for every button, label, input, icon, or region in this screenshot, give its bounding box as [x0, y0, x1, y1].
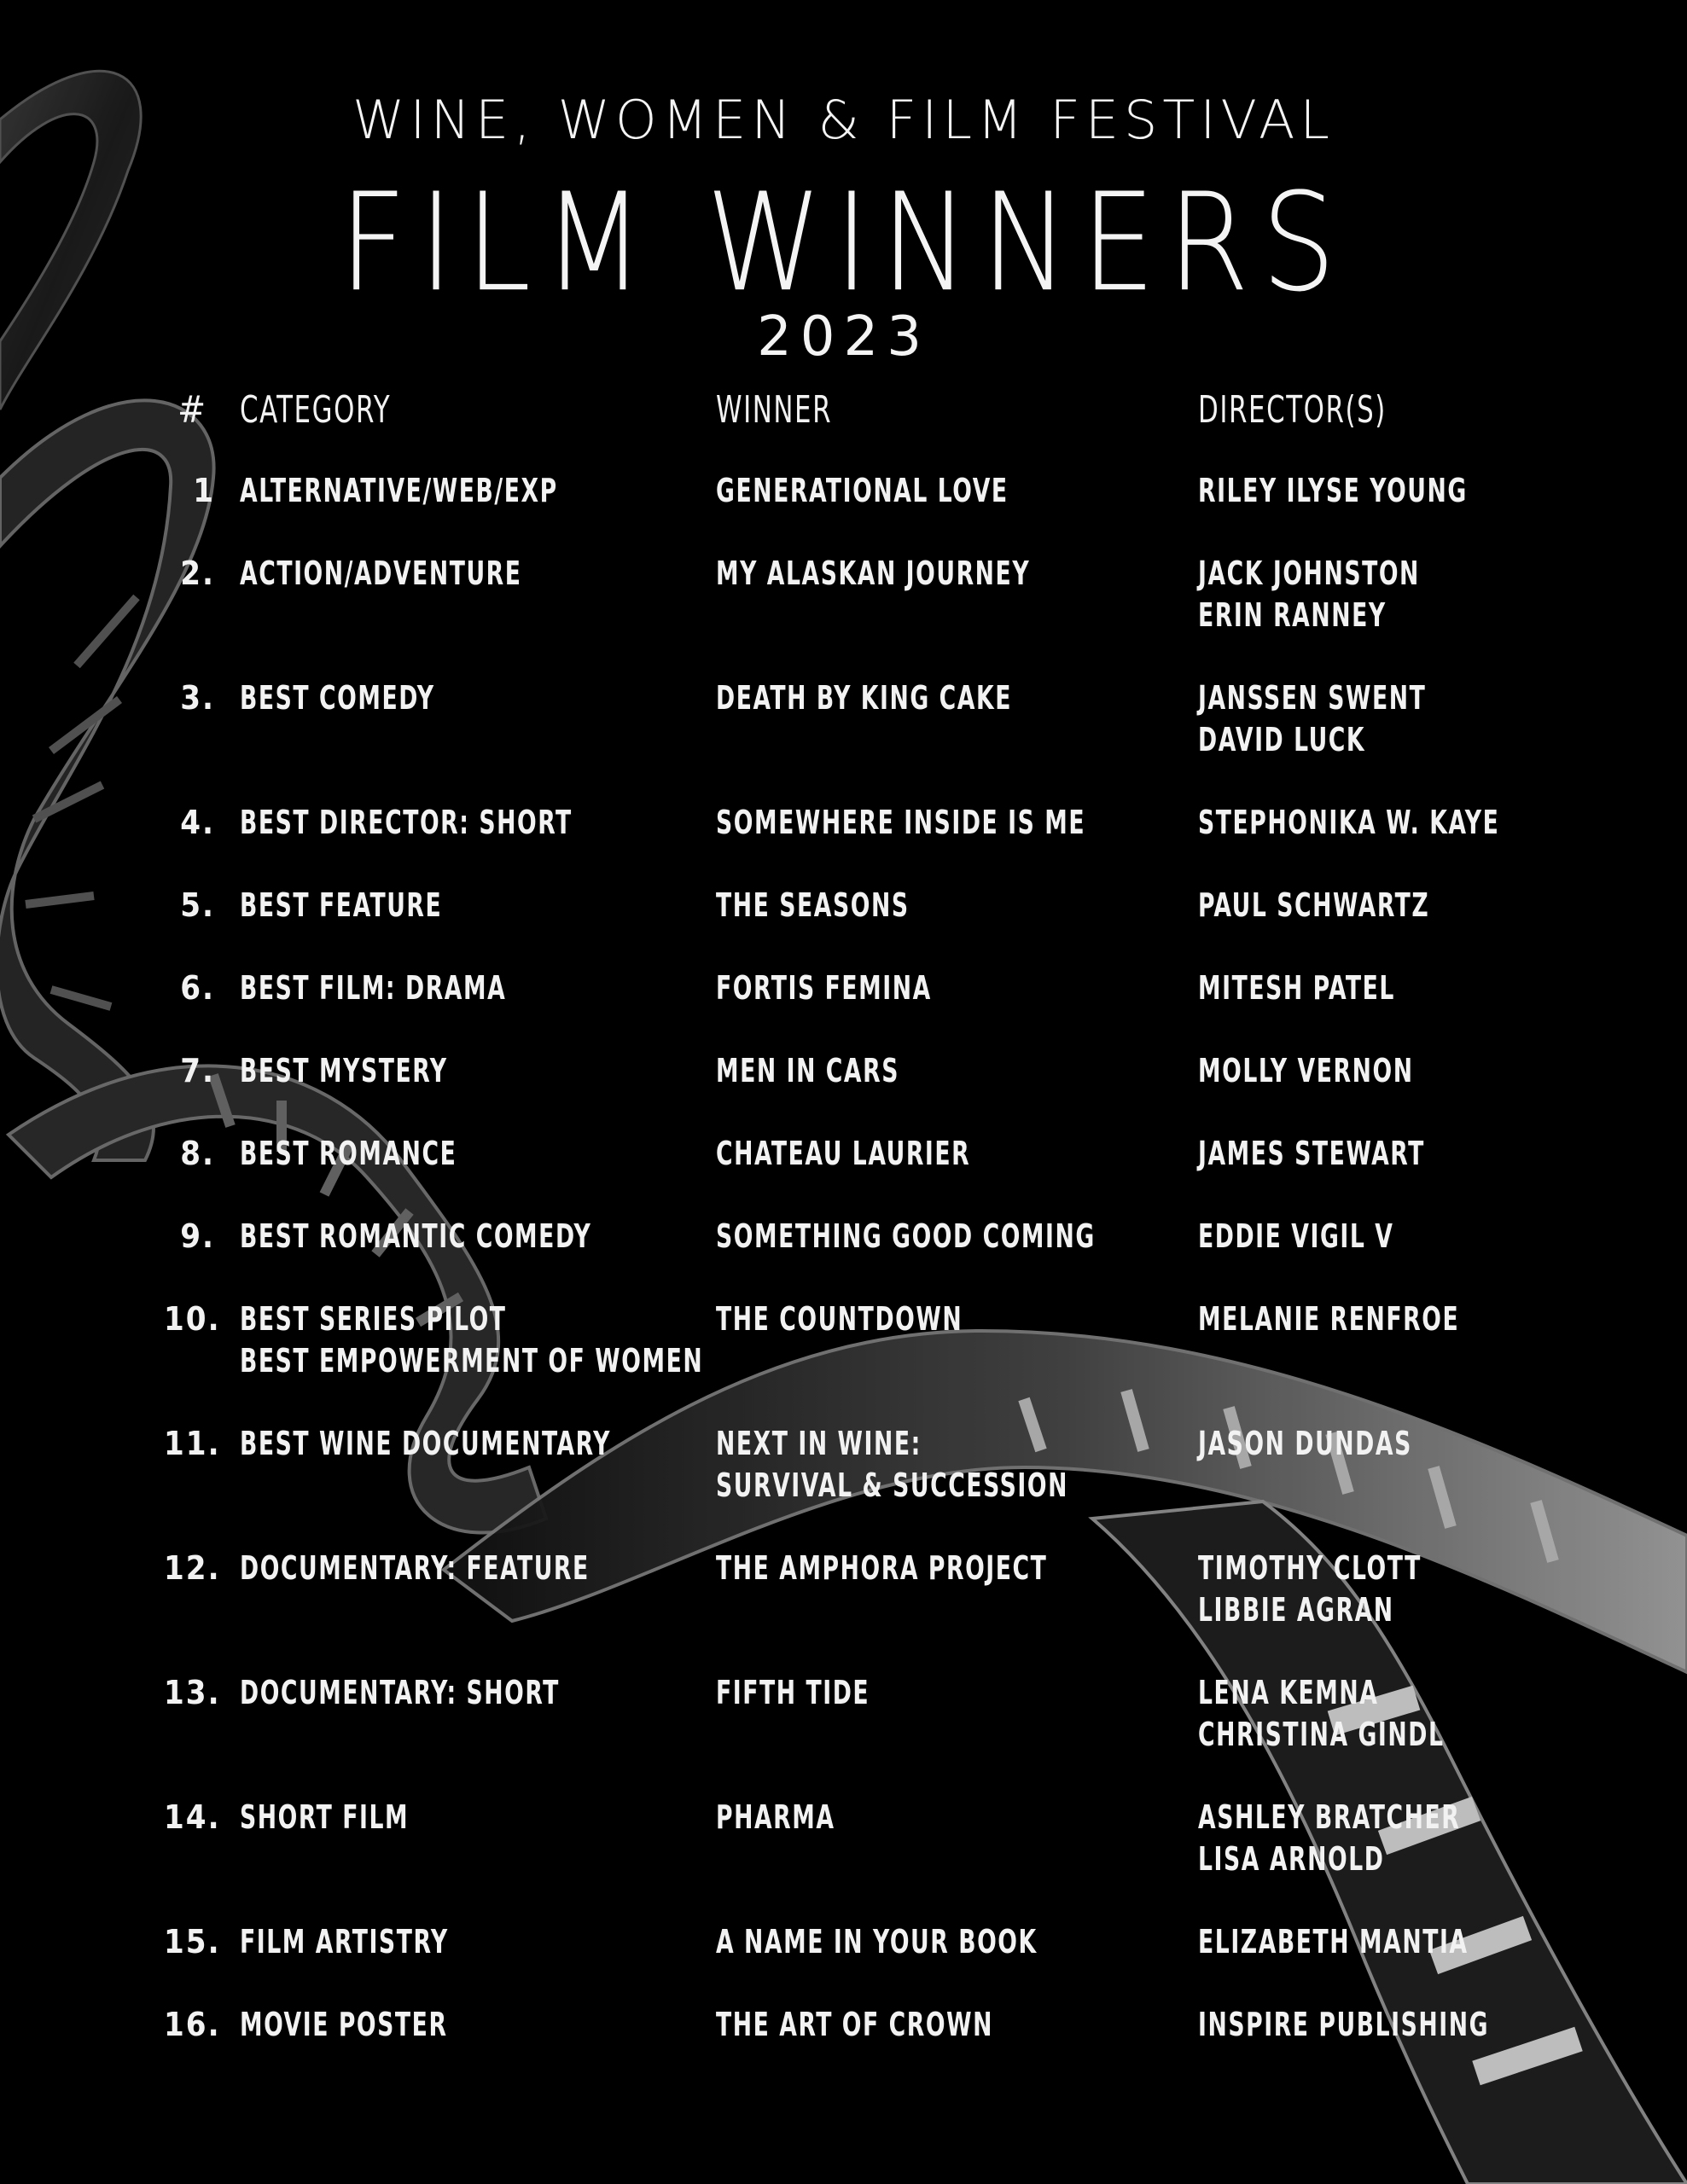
directors-cell-line: RILEY ILYSE YOUNG [1198, 472, 1468, 509]
row-number: 10. [164, 1300, 221, 1338]
winner-cell-line: CHATEAU LAURIER [716, 1135, 971, 1172]
directors-cell [1198, 1298, 1459, 1340]
directors-cell [1198, 1133, 1425, 1175]
directors-cell-line: MOLLY VERNON [1198, 1052, 1414, 1089]
category-cell-line: BEST MYSTERY [240, 1052, 448, 1089]
row-number: 14. [164, 1798, 221, 1836]
category-cell [240, 1921, 449, 1963]
directors-cell [1198, 885, 1429, 926]
category-cell [240, 1216, 591, 1258]
column-header-directors: DIRECTOR(S) [1198, 388, 1387, 432]
directors-cell-line: TIMOTHY CLOTT [1198, 1549, 1422, 1587]
directors-cell-line: LENA KEMNA [1198, 1674, 1379, 1711]
directors-cell [1198, 967, 1395, 1009]
winner-cell [716, 1216, 1096, 1258]
category-cell-line: FILM ARTISTRY [240, 1923, 449, 1960]
row-number: 8. [180, 1135, 215, 1172]
winner-cell-line: SOMEWHERE INSIDE IS ME [716, 804, 1086, 841]
category-cell-line: ALTERNATIVE/WEB/EXP [240, 472, 558, 509]
winner-cell [716, 802, 1085, 844]
category-cell-line: BEST ROMANCE [240, 1135, 457, 1172]
directors-cell [1198, 553, 1420, 636]
row-number: 1 [193, 472, 215, 509]
winner-cell-line: NEXT IN WINE: [716, 1425, 922, 1462]
directors-cell [1198, 1216, 1393, 1258]
directors-cell-line: CHRISTINA GINDL [1198, 1716, 1445, 1753]
winner-cell [716, 967, 932, 1009]
directors-cell-line: LISA ARNOLD [1198, 1840, 1385, 1878]
directors-cell [1198, 1921, 1469, 1963]
winner-cell-line: THE COUNTDOWN [716, 1300, 963, 1338]
winner-cell-line: A NAME IN YOUR BOOK [716, 1923, 1038, 1960]
directors-cell-line: INSPIRE PUBLISHING [1198, 2006, 1490, 2043]
directors-cell [1198, 1050, 1414, 1092]
category-cell-line: BEST DIRECTOR: SHORT [240, 804, 573, 841]
row-number: 9. [180, 1217, 215, 1255]
category-cell-line: DOCUMENTARY: FEATURE [240, 1549, 590, 1587]
row-number: 12. [164, 1549, 221, 1587]
category-cell-line: BEST WINE DOCUMENTARY [240, 1425, 611, 1462]
directors-cell [1198, 1548, 1422, 1631]
category-cell [240, 885, 442, 926]
category-cell-line: BEST ROMANTIC COMEDY [240, 1217, 592, 1255]
winner-cell [716, 470, 1009, 512]
category-cell-line: SHORT FILM [240, 1798, 410, 1836]
directors-cell-line: EDDIE VIGIL V [1198, 1217, 1394, 1255]
category-cell-line: BEST COMEDY [240, 679, 435, 717]
winner-cell [716, 1298, 963, 1340]
category-cell-line: ACTION/ADVENTURE [240, 555, 522, 592]
directors-cell [1198, 802, 1499, 844]
row-number: 16. [164, 2006, 221, 2043]
directors-cell-line: JAMES STEWART [1198, 1135, 1425, 1172]
page-title: FILM WINNERS [339, 164, 1348, 322]
winner-cell [716, 1548, 1047, 1589]
category-cell [240, 470, 558, 512]
directors-cell-line: LIBBIE AGRAN [1198, 1591, 1394, 1629]
category-cell [240, 1133, 457, 1175]
row-number: 3. [180, 679, 215, 717]
winner-cell [716, 553, 1030, 595]
column-header-number: # [177, 388, 208, 432]
winner-cell-line: PHARMA [716, 1798, 835, 1836]
directors-cell-line: ELIZABETH MANTIA [1198, 1923, 1469, 1960]
category-cell [240, 802, 573, 844]
winner-cell [716, 1921, 1038, 1963]
row-number: 5. [180, 886, 215, 924]
row-number: 15. [164, 1923, 221, 1960]
directors-cell [1198, 2004, 1489, 2046]
directors-cell [1198, 1797, 1460, 1880]
row-number: 2. [180, 555, 215, 592]
winner-cell-line: SURVIVAL & SUCCESSION [716, 1467, 1068, 1504]
category-cell-line: DOCUMENTARY: SHORT [240, 1674, 560, 1711]
column-header-winner: WINNER [716, 388, 833, 432]
directors-cell [1198, 1672, 1445, 1756]
category-cell [240, 1797, 409, 1838]
directors-cell-line: MITESH PATEL [1198, 969, 1395, 1007]
category-cell-line: BEST FEATURE [240, 886, 443, 924]
directors-cell-line: MELANIE RENFROE [1198, 1300, 1460, 1338]
festival-name: WINE, WOMEN & FILM FESTIVAL [352, 89, 1335, 151]
category-cell [240, 1423, 611, 1465]
winner-cell [716, 677, 1012, 719]
directors-cell [1198, 470, 1468, 512]
winner-cell-line: MEN IN CARS [716, 1052, 899, 1089]
directors-cell-line: PAUL SCHWARTZ [1198, 886, 1430, 924]
directors-cell-line: STEPHONIKA W. KAYE [1198, 804, 1500, 841]
winner-cell-line: GENERATIONAL LOVE [716, 472, 1009, 509]
winner-cell [716, 1133, 970, 1175]
row-number: 4. [180, 804, 215, 841]
directors-cell-line: ERIN RANNEY [1198, 596, 1387, 634]
row-number: 13. [164, 1674, 221, 1711]
winner-cell [716, 885, 910, 926]
category-cell [240, 2004, 448, 2046]
category-cell-line: BEST SERIES PILOT [240, 1300, 507, 1338]
winner-cell-line: MY ALASKAN JOURNEY [716, 555, 1031, 592]
category-cell-line: MOVIE POSTER [240, 2006, 448, 2043]
winner-cell-line: SOMETHING GOOD COMING [716, 1217, 1096, 1255]
directors-cell [1198, 1423, 1412, 1465]
row-number: 6. [180, 969, 215, 1007]
directors-cell-line: JANSSEN SWENT [1198, 679, 1427, 717]
directors-cell-line: ASHLEY BRATCHER [1198, 1798, 1461, 1836]
winner-cell-line: FORTIS FEMINA [716, 969, 932, 1007]
category-cell-line: BEST FILM: DRAMA [240, 969, 507, 1007]
directors-cell-line: JASON DUNDAS [1198, 1425, 1412, 1462]
winner-cell [716, 1050, 899, 1092]
winner-cell-line: THE AMPHORA PROJECT [716, 1549, 1048, 1587]
winner-cell-line: THE SEASONS [716, 886, 910, 924]
winner-cell-line: DEATH BY KING CAKE [716, 679, 1013, 717]
winner-cell [716, 1797, 835, 1838]
column-header-category: CATEGORY [240, 388, 392, 432]
winner-cell-line: FIFTH TIDE [716, 1674, 870, 1711]
year-label: 2023 [757, 305, 930, 369]
winner-cell [716, 1672, 870, 1714]
directors-cell-line: JACK JOHNSTON [1198, 555, 1420, 592]
category-cell [240, 1672, 560, 1714]
category-cell [240, 1548, 590, 1589]
category-cell-line: BEST EMPOWERMENT OF WOMEN [240, 1342, 704, 1380]
row-number: 7. [180, 1052, 215, 1089]
category-cell [240, 1050, 448, 1092]
category-cell [240, 1298, 703, 1382]
directors-cell-line: DAVID LUCK [1198, 721, 1366, 758]
row-number: 11. [164, 1425, 221, 1462]
winner-cell [716, 1423, 1068, 1507]
winner-cell-line: THE ART OF CROWN [716, 2006, 993, 2043]
category-cell [240, 553, 522, 595]
category-cell [240, 967, 506, 1009]
category-cell [240, 677, 435, 719]
directors-cell [1198, 677, 1426, 761]
winner-cell [716, 2004, 993, 2046]
